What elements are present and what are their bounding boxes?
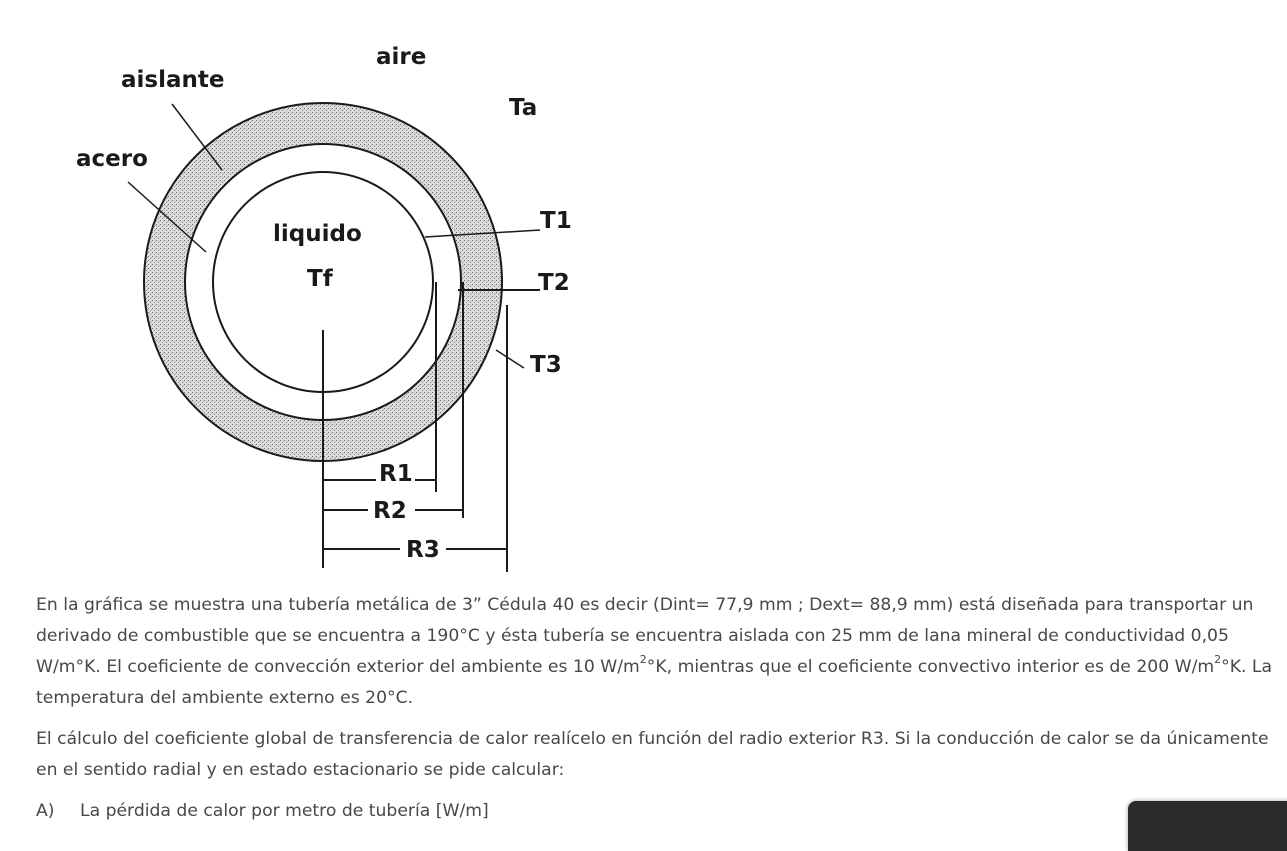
list-text: La pérdida de calor por metro de tubería [W/m] <box>80 801 489 821</box>
label-tf: Tf <box>307 266 333 292</box>
label-t3: T3 <box>530 352 562 378</box>
t3-leader <box>496 350 524 368</box>
label-r2: R2 <box>373 498 407 524</box>
label-liquido: liquido <box>273 221 362 247</box>
label-aire: aire <box>376 44 427 70</box>
label-acero: acero <box>76 146 148 172</box>
problem-paragraph-2: El cálculo del coeficiente global de transferencia de calor realícelo en función del radio exterior R3. Si la conducción de calor se da únicamente en el sentido radial y en estado estacionario se pide calcular: <box>36 729 1269 780</box>
floating-widget-button[interactable] <box>1128 801 1287 851</box>
label-t1: T1 <box>540 208 572 234</box>
label-ta: Ta <box>509 95 538 121</box>
label-r3: R3 <box>406 537 440 563</box>
label-t2: T2 <box>538 270 570 296</box>
label-aislante: aislante <box>121 67 225 93</box>
label-r1: R1 <box>379 461 413 487</box>
problem-paragraph-1: En la gráfica se muestra una tubería metálica de 3” Cédula 40 es decir (Dint= 77,9 mm ; Dext= 88,9 mm) está diseñada para transportar un derivado de combustible que se encuentra a 190°C y ésta tubería se encuentra aislada con 25 mm de lana mineral de conductividad 0,05 W/m°K. El coeficiente de convección exterior del ambiente es 10 $W/m^2^\circ K$, mientras que el coeficiente convectivo interior es de 200 $W/m^2^\circ K$. La temperatura del ambiente externo es 20°C. <box>36 595 1273 708</box>
list-item <box>36 796 1281 827</box>
pipe-cross-section-diagram <box>0 0 620 585</box>
problem-statement <box>36 590 1281 827</box>
list-marker: A) <box>36 801 55 821</box>
